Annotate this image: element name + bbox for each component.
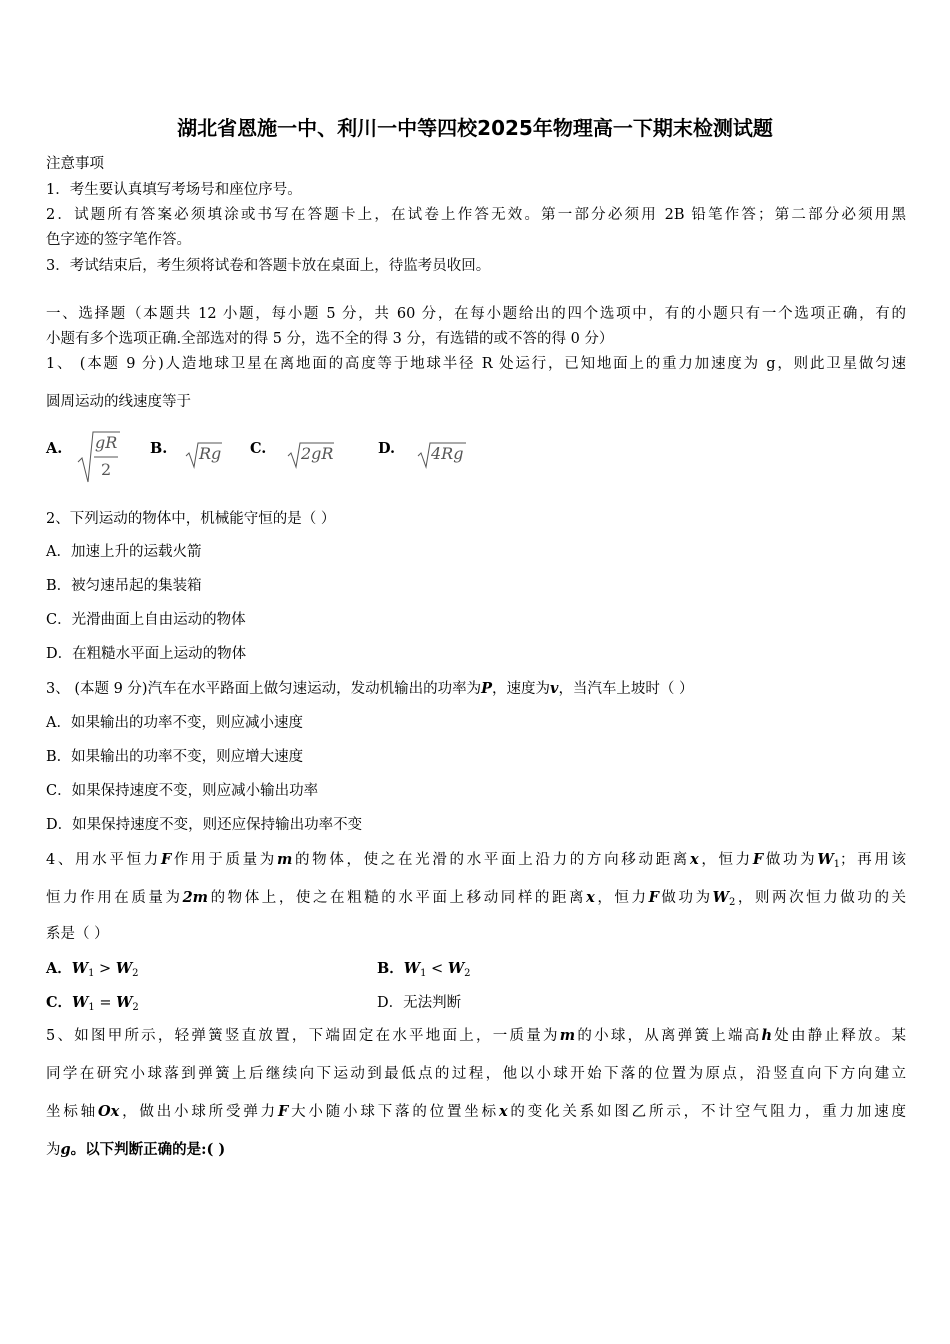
var-w: W bbox=[403, 960, 421, 977]
var-m: m bbox=[559, 1027, 576, 1044]
q1-stem-line1: 1、 (本题 9 分)人造地球卫星在离地面的高度等于地球半径 R 处运行，已知地面上的重力加速度为 g，则此卫星做匀速 bbox=[46, 356, 906, 372]
q4-option-c bbox=[46, 991, 139, 1013]
var-w: W bbox=[115, 960, 133, 977]
var-w: W bbox=[72, 994, 89, 1011]
q2-option-a: A．加速上升的运载火箭 bbox=[46, 544, 202, 560]
q4-text: ，恒力 bbox=[594, 890, 649, 906]
q4-text: 的物体，使之在光滑的水平面上沿力的方向移动距离 bbox=[292, 852, 690, 868]
q4-text: 做功为 bbox=[763, 852, 818, 868]
q1-option-c-label: C. bbox=[250, 440, 267, 457]
q2-stem: 2、下列运动的物体中，机械能守恒的是（ ） bbox=[46, 511, 336, 527]
var-w: W bbox=[116, 994, 133, 1011]
q3-option-a: A．如果输出的功率不变，则应减小速度 bbox=[46, 715, 303, 731]
var-f: F bbox=[648, 889, 659, 906]
var-w: W bbox=[71, 960, 89, 977]
q5-text: 5、如图甲所示，轻弹簧竖直放置，下端固定在水平地面上，一质量为 bbox=[46, 1028, 560, 1044]
notice-item-2-cont: 色字迹的签字笔作答。 bbox=[46, 232, 191, 248]
q4-stem-line1 bbox=[46, 848, 906, 870]
subscript: 1 bbox=[88, 968, 95, 979]
q5-text: 的小球，从离弹簧上端高 bbox=[575, 1028, 762, 1044]
q2-option-b: B．被匀速吊起的集装箱 bbox=[46, 578, 202, 594]
q1-a-denominator: 2 bbox=[101, 460, 112, 479]
notice-item-2: 2．试题所有答案必须填涂或书写在答题卡上，在试卷上作答无效。第一部分必须用 2B 铅笔作答；第二部分必须用黑 bbox=[46, 207, 906, 223]
q4-stem-line2 bbox=[46, 886, 906, 908]
q1-option-b-label: B. bbox=[150, 440, 168, 457]
var-g: g bbox=[60, 1141, 71, 1158]
var-v: v bbox=[550, 680, 559, 697]
q1-option-d-label: D. bbox=[378, 440, 396, 457]
q4-text: 做功为 bbox=[658, 890, 713, 906]
var-f: F bbox=[277, 1103, 289, 1120]
var-p: P bbox=[481, 680, 492, 697]
q1-stem-line2: 圆周运动的线速度等于 bbox=[46, 394, 191, 410]
subscript: 2 bbox=[464, 968, 471, 979]
q4-option-b bbox=[377, 957, 470, 979]
q4-text: 4、用水平恒力 bbox=[46, 852, 161, 868]
q4-text: 作用于质量为 bbox=[171, 852, 277, 868]
q5-text: 坐标轴 bbox=[46, 1104, 98, 1120]
q4-text: 恒力作用在质量为 bbox=[46, 890, 183, 906]
q5-stem-line2: 同学在研究小球落到弹簧上后继续向下运动到最低点的过程，他以小球开始下落的位置为原点，沿竖直向下方向建立 bbox=[46, 1066, 906, 1082]
q5-text: 大小随小球下落的位置坐标 bbox=[288, 1104, 499, 1120]
q1-option-d-formula bbox=[416, 440, 468, 470]
q4-text: 的物体上，使之在粗糙的水平面上移动同样的距离 bbox=[208, 890, 587, 906]
relation: > bbox=[94, 961, 116, 977]
q2-option-d: D．在粗糙水平面上运动的物体 bbox=[46, 646, 247, 662]
q5-text: ，做出小球所受弹力 bbox=[119, 1104, 278, 1120]
q3-option-b: B．如果输出的功率不变，则应增大速度 bbox=[46, 749, 304, 765]
q4-stem-line3: 系是（ ） bbox=[46, 926, 109, 942]
q4-option-label: A． bbox=[46, 960, 72, 977]
q5-text: 。以下判断正确的是:( ) bbox=[70, 1141, 226, 1158]
q5-stem-line4 bbox=[46, 1138, 225, 1159]
q1-a-numerator: gR bbox=[95, 433, 118, 452]
q5-stem-line3 bbox=[46, 1100, 906, 1121]
q3-stem bbox=[46, 677, 694, 698]
q4-text: ，恒力 bbox=[698, 852, 753, 868]
relation: = bbox=[94, 995, 117, 1011]
var-x: x bbox=[689, 851, 699, 868]
q5-text: 的变化关系如图乙所示，不计空气阻力，重力加速度 bbox=[507, 1104, 907, 1120]
subscript: 1 bbox=[420, 968, 427, 979]
var-m: m bbox=[276, 851, 293, 868]
notice-item-1: 1．考生要认真填写考场号和座位序号。 bbox=[46, 182, 302, 198]
page-title: 湖北省恩施一中、利川一中等四校2025年物理高一下期末检测试题 bbox=[177, 116, 773, 140]
var-f: F bbox=[752, 851, 764, 868]
var-w: W bbox=[817, 851, 834, 868]
subscript: 1 bbox=[88, 1002, 95, 1013]
q3-stem-part: ，当汽车上坡时（ ） bbox=[558, 681, 694, 697]
q3-stem-part: ，速度为 bbox=[492, 681, 550, 697]
q1-option-c-formula bbox=[286, 440, 336, 470]
q1-option-a-label: A. bbox=[46, 440, 63, 457]
q4-option-d: D．无法判断 bbox=[377, 995, 462, 1011]
subscript: 1 bbox=[833, 859, 841, 870]
var-ox: Ox bbox=[97, 1103, 120, 1120]
q3-stem-part: 3、 (本题 9 分)汽车在水平路面上做匀速运动，发动机输出的功率为 bbox=[46, 681, 482, 697]
notice-heading: 注意事项 bbox=[46, 156, 104, 172]
subscript: 2 bbox=[728, 897, 736, 908]
q4-text: ，则两次恒力做功的关 bbox=[735, 890, 907, 906]
q3-option-d: D．如果保持速度不变，则还应保持输出功率不变 bbox=[46, 817, 363, 833]
q1-option-b-formula bbox=[184, 440, 224, 470]
subscript: 2 bbox=[132, 968, 139, 979]
var-2m: 2m bbox=[182, 889, 208, 906]
q1-option-a-formula bbox=[76, 428, 122, 484]
q4-text: ；再用该 bbox=[840, 852, 907, 868]
q2-option-c: C．光滑曲面上自由运动的物体 bbox=[46, 612, 246, 628]
q5-text: 为 bbox=[46, 1142, 61, 1158]
var-w: W bbox=[712, 889, 729, 906]
q4-option-label: B． bbox=[377, 960, 404, 977]
subscript: 2 bbox=[132, 1002, 139, 1013]
q1-c-radicand: 2gR bbox=[301, 444, 334, 463]
q1-d-radicand: 4Rg bbox=[431, 444, 464, 463]
var-w: W bbox=[447, 960, 465, 977]
var-x: x bbox=[498, 1103, 508, 1120]
notice-item-3: 3．考试结束后，考生须将试卷和答题卡放在桌面上，待监考员收回。 bbox=[46, 258, 491, 274]
q4-option-label: C． bbox=[46, 994, 73, 1011]
q5-stem-line1 bbox=[46, 1024, 906, 1045]
section1-instructions-1: 一、选择题（本题共 12 小题，每小题 5 分，共 60 分，在每小题给出的四个选项中，有的小题只有一个选项正确，有的 bbox=[46, 306, 906, 322]
relation: < bbox=[426, 961, 448, 977]
q1-b-radicand: Rg bbox=[199, 444, 222, 463]
var-h: h bbox=[761, 1027, 773, 1044]
var-f: F bbox=[160, 851, 172, 868]
q5-text: 处由静止释放。某 bbox=[772, 1028, 907, 1044]
section1-instructions-2: 小题有多个选项正确.全部选对的得 5 分，选不全的得 3 分，有选错的或不答的得 0 分） bbox=[46, 331, 614, 347]
q3-option-c: C．如果保持速度不变，则应减小输出功率 bbox=[46, 783, 319, 799]
q4-option-a bbox=[46, 957, 138, 979]
var-x: x bbox=[586, 889, 595, 906]
